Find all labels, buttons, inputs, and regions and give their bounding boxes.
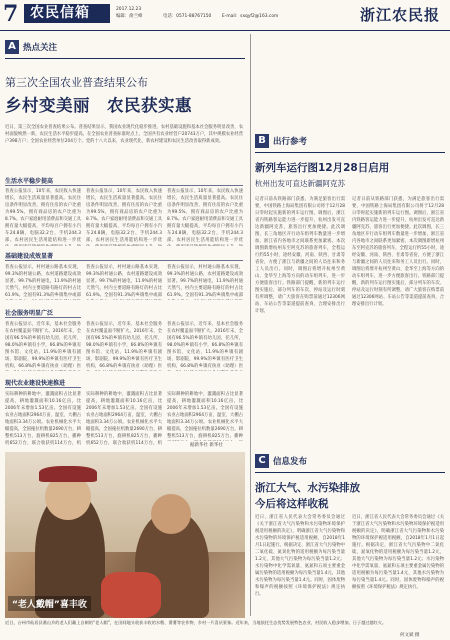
text-agri-col3: 实际耕种的耕地中，灌溉面积占比显著提高，耕地灌溉面积10.16亿亩，比2006年末增加1.53亿亩。全国有设施农业占地面积2964万亩，温室、大棚占地面积3.34万公顷。农业机械化水平大幅提高，全国拖拉机数量2690万台，耕整机513万台，旋耕机825万台，播种 [167, 392, 243, 439]
text-infra-col3: 普查公报显示，村村通公路基本实现，99.3%的村通公路，农村道路建设成效显著。99.7%的村通电，11.9%的村通天然气，村内主要道路有路灯的村占比61.9%。全国有91.3%的乡镇集中或部 [167, 265, 243, 298]
section-b-title: 出行参考 [273, 137, 308, 147]
tax-headline: 浙江大气、水污染排放 [255, 482, 360, 494]
text-living-col2: 普查公报显示，10年来，农民收入快速增长，农民生活质量显著提高。农民住房条件明显改善，拥有住房的农户比重为99.5%，拥有商品房的农户比重为8.7%。农户家庭耐用消费品和交通工具拥有量大幅提高，平均每百户拥有小汽车24.8辆，电脑32.2台，手机244.3部。农村居民生活用能结构进一步优 [86, 189, 162, 243]
article-author: 据新华社 新华社 [190, 443, 223, 448]
paper-masthead: 浙江农民报 [359, 6, 440, 24]
photo-title: “老人戴帽”喜丰收 [8, 596, 91, 611]
subhead-infrastructure: 基础建设成效显著 [5, 253, 54, 260]
photo-credit: 何文斌 摄 [400, 633, 420, 638]
page-number: 7 [3, 1, 19, 27]
subhead-services-rule [5, 317, 81, 318]
headline: 乡村变美丽 农民获实惠 [5, 96, 192, 115]
text-services-col2: 普查公报显示，近年来，基本社会服务在农村覆盖面不断扩大。2016年末，全国有96.5%的乡镇有幼儿园、托儿所，98.0%的乡镇有小学，66.8%的乡镇有图书馆、文化站，11.9%的乡镇有剧场、影剧院，99.9%的乡镇有医疗卫生机构，66.8%的乡镇有执业（助理）医 [86, 322, 162, 369]
tax-headline-line2: 今后将这样收税 [255, 498, 329, 510]
section-a-rule [5, 58, 245, 59]
subhead-living-rule [5, 185, 243, 186]
section-c-title: 信息发布 [273, 457, 308, 467]
text-infra-col1: 普查公报显示，村村通公路基本实现，99.3%的村通公路，农村道路建设成效显著。99.7%的村通电，11.9%的村通天然气，村内主要道路有路灯的村占比61.9%。全国有91.3%的乡镇集中或部 [5, 265, 81, 298]
editor-name: 编辑：俞兰峰 [116, 14, 143, 19]
text-agri-col1: 实际耕种的耕地中，灌溉面积占比显著提高，耕地灌溉面积10.16亿亩，比2006年末增加1.53亿亩。全国有设施农业占地面积2964万亩，温室、大棚占地面积3.34万公顷。农业机械化水平大幅提高，全国拖拉机数量2690万台，耕整机513万台，旋耕机825万台，播种机652万台，联合收获机114万台，机 [5, 392, 81, 446]
rail-subhead: 杭州出发可直达新疆阿克苏 [255, 179, 345, 188]
subhead-modern-agriculture-rule [5, 387, 81, 388]
section-c-rule [255, 472, 445, 473]
text-services-col3: 普查公报显示，近年来，基本社会服务在农村覆盖面不断扩大。2016年末，全国有96.5%的乡镇有幼儿园、托儿所，98.0%的乡镇有小学，66.8%的乡镇有图书馆、文化站，11.9%的乡镇有剧场、影剧院，99.9%的乡镇有医疗卫生机构，66.8%的乡镇有执业（助理）医 [167, 322, 243, 369]
rail-headline: 新列车运行图12月28日启用 [255, 162, 390, 174]
rail-text-col1: 记者日前从铁路部门获悉，为满足旅客出行需要，中国铁路上海局集团有限公司将于12月28日零时起实施新的列车运行图。调图后，浙江省内铁路客运能力进一步提升，杭州出发可直达新疆阿克苏，旅客出行更加便捷。此次调图，长三角地区开行动车组列车数量进一步增加，浙江省内各地市之间联系更加紧密。本次调图新增杭州东至阿克苏的旅客列车，全程运行约55小时，途经安徽、河南、陕西、甘肃等省份，方便了浙江与新疆之间的人员往来和务工人员出行。同时，调图后将增开杭州至黄山、金华至上海等方向的动车组列车，进一步方便旅客出行。铁路部门提醒，新的列车运行图实施后，部分列车的车次、停站及运行时刻有所调整，请广大旅客在购票前通过12306网站、车站公告等渠道提前查询，合理安排出行计划。 [255, 197, 345, 314]
kicker: 第三次全国农业普查结果公布 [5, 76, 148, 89]
subhead-services: 社会服务明显广泛 [5, 310, 54, 317]
text-living-col1: 普查公报显示，10年来，农民收入快速增长，农民生活质量显著提高。农民住房条件明显改善，拥有住房的农户比重为99.5%，拥有商品房的农户比重为8.7%。农户家庭耐用消费品和交通工具拥有量大幅提高，平均每百户拥有小汽车24.8辆，电脑32.2台，手机244.3部。农村居民生活用能结构进一步优 [5, 189, 81, 243]
phone-number: 电话：0571-88767150 [163, 14, 212, 19]
tax-text-col2: 近日，浙江省人民代表大会常务委员会通过《关于浙江省大气污染物和水污染物环境保护税适用税额的决定》，明确浙江省大气污染物和水污染物的环境保护税适用税额，自2018年1月1日起施行。根据决定，浙江省大气污染物中二氧化硫、氮氧化物的适用税额为每污染当量1.2元，其他大气污染物为每污染当量1.2元；水污染物中化学需氧量、氨氮和五项主要重金属污染物的适用税额为每污染当量1.4元，其他水污染物为每污染当量1.4元。同时，固体废物和噪声的税额按照《环境保护税法》规定执行。 [352, 515, 444, 590]
section-b-marker: B [255, 134, 269, 148]
intro-paragraph: 近日，第三次全国农业普查结果公布。普查结果显示，我国农业现代化稳步推进，农村基础设施和基本社会服务明显改善，农村面貌焕然一新，农民生活水平稳步提高。在全国农业普查标准时点上，全国共有农业经营户20743万户，其中规模农业经营户398万户；全国农业经营单位204万个。党的十八大以来，农业现代化、新农村建设和农民生活改善取得新成效。 [5, 125, 243, 144]
text-living-col3: 普查公报显示，10年来，农民收入快速增长，农民生活质量显著提高。农民住房条件明显改善，拥有住房的农户比重为99.5%，拥有商品房的农户比重为8.7%。农户家庭耐用消费品和交通工具拥有量大幅提高，平均每百户拥有小汽车24.8辆，电脑32.2台，手机244.3部。农村居民生活用能结构进一步优 [167, 189, 243, 243]
photo-caption: 近日，台州市仙居县湫山乡的老人们戴上自制的“老人帽”，在田间地头收获丰收的水稻、番薯等农作物，乡村一片喜庆景象。近年来，当地依托生态优势发展特色农业，村民收入稳步增加，日子越过越红火。 [5, 620, 387, 625]
section-b-rule [255, 152, 445, 153]
section-a-marker: A [5, 40, 19, 54]
tax-text-col1: 近日，浙江省人民代表大会常务委员会通过《关于浙江省大气污染物和水污染物环境保护税适用税额的决定》，明确浙江省大气污染物和水污染物的环境保护税适用税额，自2018年1月1日起施行。根据决定，浙江省大气污染物中二氧化硫、氮氧化物的适用税额为每污染当量1.2元，其他大气污染物为每污染当量1.2元；水污染物中化学需氧量、氨氮和五项主要重金属污染物的适用税额为每污染当量1.4元，其他水污染物为每污染当量1.4元。同时，固体废物和噪声的税额按照《环境保护税法》规定执行。 [255, 515, 345, 597]
text-infra-col2: 普查公报显示，村村通公路基本实现，99.3%的村通公路，农村道路建设成效显著。99.7%的村通电，11.9%的村通天然气，村内主要道路有路灯的村占比61.9%。全国有91.3%的乡镇集中或部 [86, 265, 162, 298]
column-divider [250, 34, 251, 616]
issue-date: 2017.12.23 [116, 7, 142, 12]
subhead-living: 生活水平稳步提高 [5, 178, 54, 185]
subhead-modern-agriculture: 现代农业建设快速推进 [5, 380, 66, 387]
email-address: E-mail：sxqyf2@163.com [222, 14, 279, 19]
section-name: 农民信箱 [30, 5, 90, 21]
text-services-col1: 普查公报显示，近年来，基本社会服务在农村覆盖面不断扩大。2016年末，全国有96.5%的乡镇有幼儿园、托儿所，98.0%的乡镇有小学，66.8%的乡镇有图书馆、文化站，11.9%的乡镇有剧场、影剧院，99.9%的乡镇有医疗卫生机构，66.8%的乡镇有执业（助理）医 [5, 322, 81, 369]
section-a-title: 热点关注 [23, 43, 58, 53]
subhead-infrastructure-rule [5, 260, 243, 261]
text-agri-col2: 实际耕种的耕地中，灌溉面积占比显著提高，耕地灌溉面积10.16亿亩，比2006年末增加1.53亿亩。全国有设施农业占地面积2964万亩，温室、大棚占地面积3.34万公顷。农业机械化水平大幅提高，全国拖拉机数量2690万台，耕整机513万台，旋耕机825万台，播种机652万台，联合收获机114万台，机 [86, 392, 162, 446]
section-c-marker: C [255, 454, 269, 468]
news-photo [5, 452, 245, 618]
rail-text-col2: 记者日前从铁路部门获悉，为满足旅客出行需要，中国铁路上海局集团有限公司将于12月28日零时起实施新的列车运行图。调图后，浙江省内铁路客运能力进一步提升，杭州出发可直达新疆阿克苏，旅客出行更加便捷。此次调图，长三角地区开行动车组列车数量进一步增加，浙江省内各地市之间联系更加紧密。本次调图新增杭州东至阿克苏的旅客列车，全程运行约55小时，途经安徽、河南、陕西、甘肃等省份，方便了浙江与新疆之间的人员往来和务工人员出行。同时，调图后将增开杭州至黄山、金华至上海等方向的动车组列车，进一步方便旅客出行。铁路部门提醒，新的列车运行图实施后，部分列车的车次、停站及运行时刻有所调整，请广大旅客在购票前通过12306网站、车站公告等渠道提前查询，合理安排出行计划。 [352, 197, 444, 307]
